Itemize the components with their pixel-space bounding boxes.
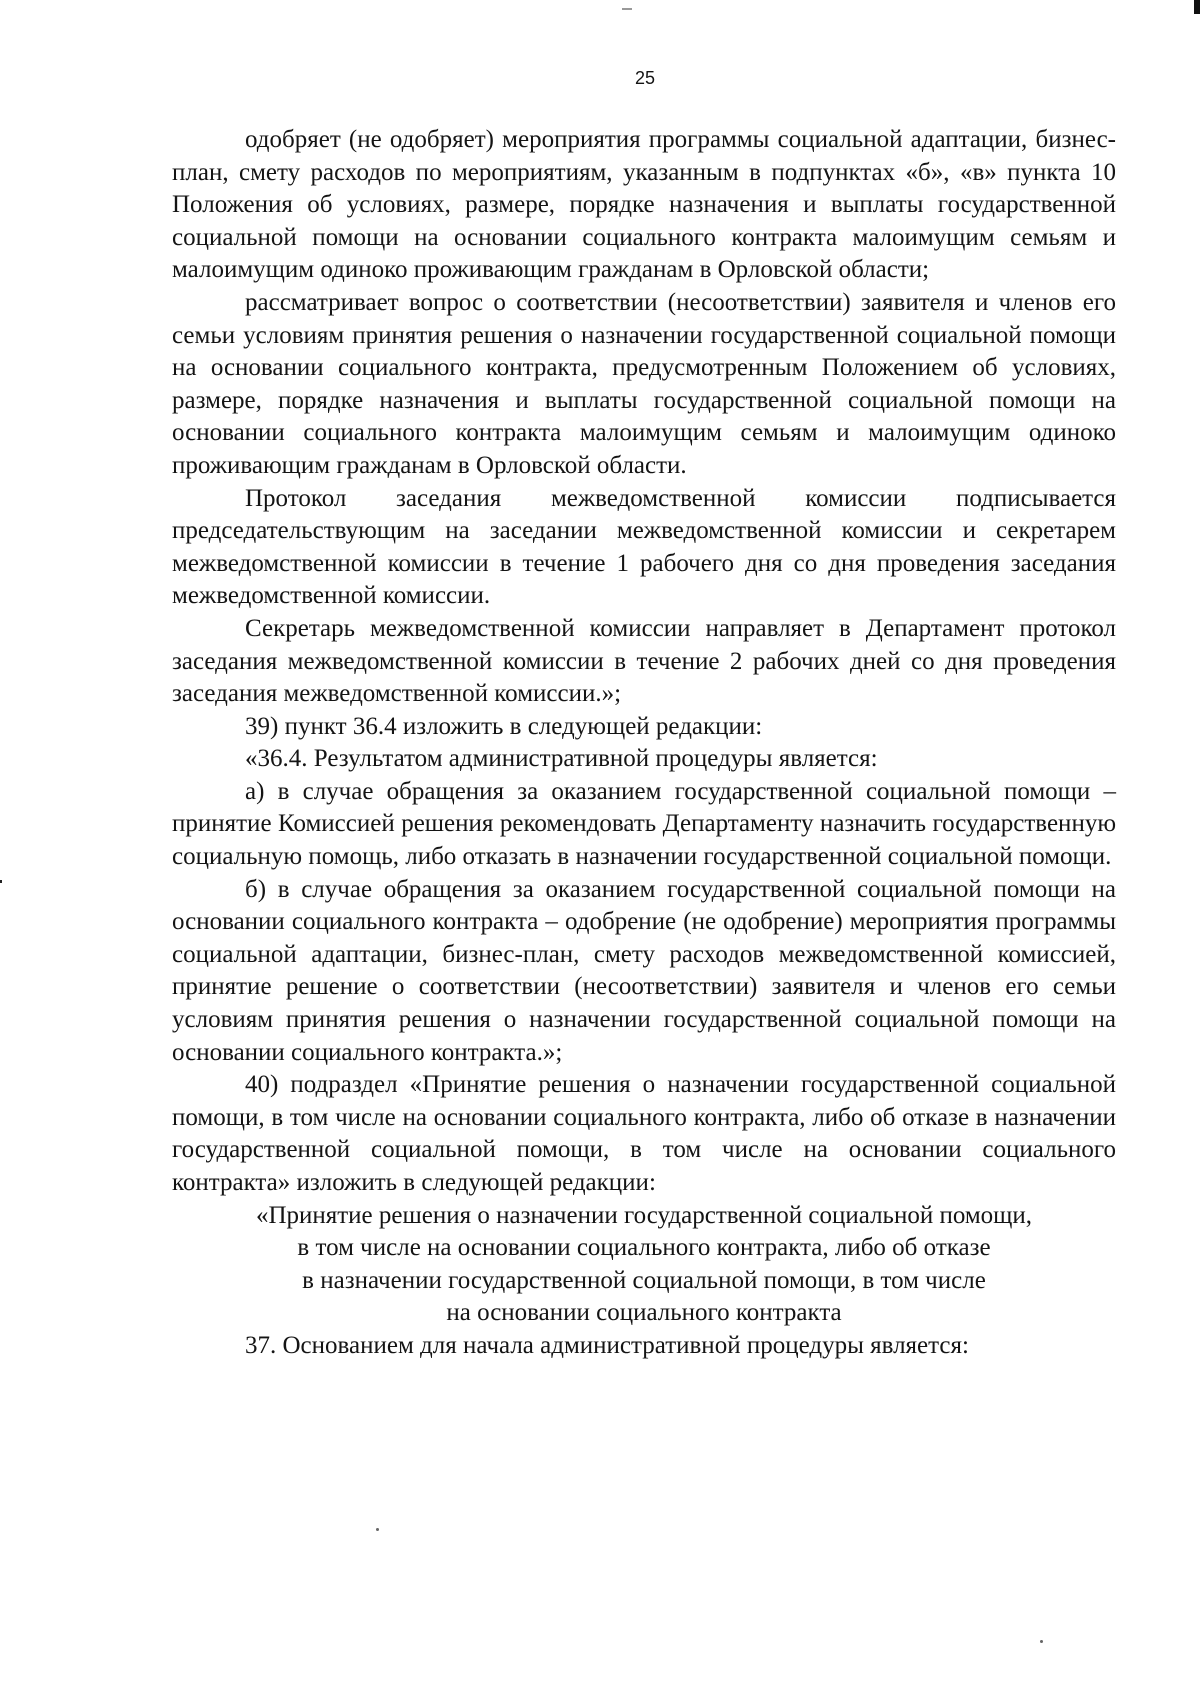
subsection-heading: [172, 1200, 1116, 1330]
paragraph: а) в случае обращения за оказанием государственной социальной помощи – принятие Комиссией решения рекомендовать Департаменту назначить государственную социальную помощь, либо отказать в назначении государственной социальной помощи.: [172, 777, 1116, 871]
heading-line: «Принятие решения о назначении государственной социальной помощи,: [255, 1201, 1033, 1229]
paragraph: 40) подраздел «Принятие решения о назначении государственной социальной помощи, в том числе на основании социального контракта, либо об отказе в назначении государственной социальной помощи, в том числе на основании социального контракта» изложить в следующей редакции:: [172, 1071, 1116, 1196]
scan-dot: [1040, 1640, 1043, 1643]
scan-edge-mark: [1194, 0, 1200, 14]
scan-dot: [376, 1528, 379, 1531]
scan-mark-top: [622, 8, 632, 10]
heading-line: на основании социального контракта: [446, 1299, 842, 1327]
heading-line: в том числе на основании социального контракта, либо об отказе: [297, 1234, 991, 1262]
heading-line: в назначении государственной социальной помощи, в том числе: [302, 1266, 986, 1294]
paragraph: 39) пункт 36.4 изложить в следующей редакции:: [245, 712, 763, 740]
paragraph: 37. Основанием для начала административной процедуры является:: [245, 1331, 969, 1359]
paragraph: одобряет (не одобряет) мероприятия программы социальной адаптации, бизнес-план, смету расходов по мероприятиям, указанным в подпунктах «б», «в» пункта 10 Положения об условиях, размере, порядке назначения и выплаты государственной социальной помощи на основании социального контракта малоимущим семьям и малоимущим одиноко проживающим гражданам в Орловской области;: [172, 126, 1116, 284]
scan-margin-mark: [0, 880, 2, 883]
document-body: [172, 124, 1116, 1363]
paragraph: рассматривает вопрос о соответствии (несоответствии) заявителя и членов его семьи условиям принятия решения о назначении государственной социальной помощи на основании социального контракта, предусмотренным Положением об условиях, размере, порядке назначения и выплаты государственной социальной помощи на основании социального контракта малоимущим семьям и малоимущим одиноко проживающим гражданам в Орловской области.: [172, 288, 1116, 479]
paragraph: Секретарь межведомственной комиссии направляет в Департамент протокол заседания межведомственной комиссии в течение 2 рабочих дней со дня проведения заседания межведомственной комиссии.»;: [172, 614, 1116, 708]
paragraph: б) в случае обращения за оказанием государственной социальной помощи на основании социального контракта – одобрение (не одобрение) мероприятия программы социальной адаптации, бизнес-план, смету расходов межведомственной комиссией, принятие решение о соответствии (несоответствии) заявителя и членов его семьи условиям принятия решения о назначении государственной социальной помощи на основании социального контракта.»;: [172, 875, 1116, 1066]
paragraph: Протокол заседания межведомственной комиссии подписывается председательствующим на заседании межведомственной комиссии и секретарем межведомственной комиссии в течение 1 рабочего дня со дня проведения заседания межведомственной комиссии.: [172, 484, 1116, 610]
page-number: 25: [634, 68, 656, 88]
paragraph: «36.4. Результатом административной процедуры является:: [245, 745, 878, 773]
